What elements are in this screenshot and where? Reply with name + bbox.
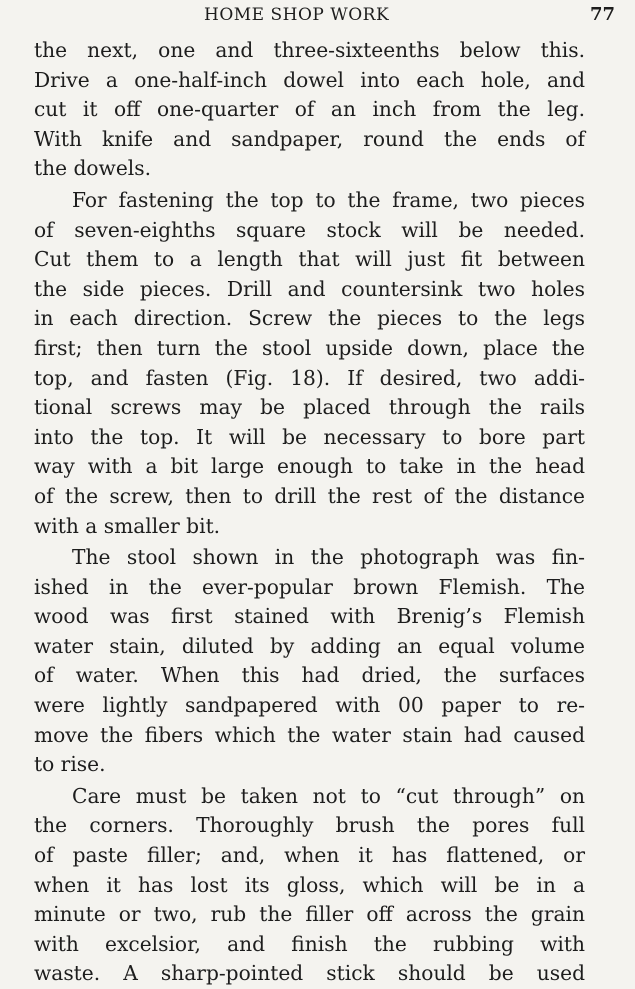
text-line: water stain, diluted by adding an equal volume xyxy=(34,633,585,658)
text-line: of the screw, then to drill the rest of the distance xyxy=(34,483,585,508)
paragraph xyxy=(34,543,585,780)
text-line: were lightly sandpapered with 00 paper to re- xyxy=(34,693,585,718)
text-line: top, and fasten (Fig. 18). If desired, two addi- xyxy=(34,365,585,390)
text-line: in each direction. Screw the pieces to the legs xyxy=(34,306,585,331)
running-title: HOME SHOP WORK xyxy=(204,5,390,25)
text-line: With knife and sandpaper, round the ends of xyxy=(34,126,585,151)
running-head xyxy=(34,0,615,30)
paragraph xyxy=(34,186,585,541)
text-line: move the fibers which the water stain had caused xyxy=(34,722,585,747)
text-line: first; then turn the stool upside down, place the xyxy=(34,335,585,360)
text-line: when it has lost its gloss, which will be in a xyxy=(34,872,585,897)
text-line: of paste filler; and, when it has flattened, or xyxy=(34,843,585,868)
page-number: 77 xyxy=(589,4,615,25)
text-line: minute or two, rub the filler off across the grain xyxy=(34,902,585,927)
text-line: of seven-eighths square stock will be needed. xyxy=(34,217,585,242)
text-line: way with a bit large enough to take in the head xyxy=(34,454,585,479)
text-line: ished in the ever-popular brown Flemish. The xyxy=(34,574,585,599)
paragraph xyxy=(34,782,585,989)
text-line: with excelsior, and finish the rubbing with xyxy=(34,931,585,956)
text-line: tional screws may be placed through the rails xyxy=(34,395,585,420)
text-line: The stool shown in the photograph was fin- xyxy=(72,545,585,570)
text-line: wood was first stained with Brenig’s Flemish xyxy=(34,604,585,629)
text-line: to rise. xyxy=(34,752,106,777)
text-line: Cut them to a length that will just fit between xyxy=(34,247,585,272)
text-line: Drive a one-half-inch dowel into each hole, and xyxy=(34,67,585,92)
text-line: the corners. Thoroughly brush the pores full xyxy=(34,813,585,838)
text-line: cut it off one-quarter of an inch from the leg. xyxy=(34,97,585,122)
text-line: Care must be taken not to “cut through” on xyxy=(72,783,585,808)
text-line: waste. A sharp-pointed stick should be used xyxy=(34,961,585,986)
text-line: the side pieces. Drill and countersink two holes xyxy=(34,276,585,301)
paragraph xyxy=(34,36,585,184)
text-line: with a smaller bit. xyxy=(34,513,221,538)
text-line: the dowels. xyxy=(34,156,152,181)
text-line: For fastening the top to the frame, two pieces xyxy=(72,187,585,212)
body-text xyxy=(34,36,585,989)
text-line: the next, one and three-sixteenths below this. xyxy=(34,38,585,62)
text-line: of water. When this had dried, the surfaces xyxy=(34,663,585,688)
text-line: into the top. It will be necessary to bore part xyxy=(34,424,585,449)
